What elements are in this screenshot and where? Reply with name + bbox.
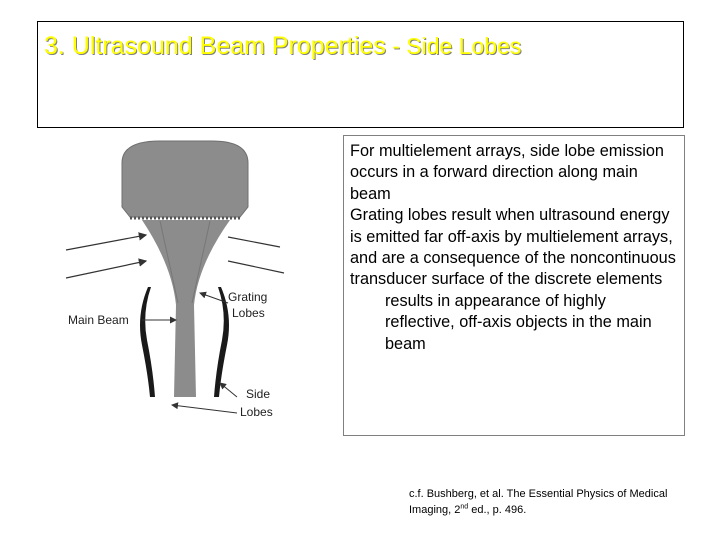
bullet-text-box xyxy=(343,135,685,436)
off-axis-arrow-left-top xyxy=(66,235,146,250)
title-main: 3. Ultrasound Beam Properties xyxy=(44,32,386,60)
bullet-side-lobes: For multielement arrays, side lobe emission occurs in a forward direction along main beam xyxy=(350,142,664,203)
off-axis-arrow-right-bottom xyxy=(228,261,284,273)
main-beam-shape xyxy=(142,220,230,397)
beam-diagram-svg xyxy=(50,135,340,435)
slide-title xyxy=(44,32,521,61)
label-side-line1: Side xyxy=(246,387,271,401)
label-side-line2: Lobes xyxy=(240,405,273,419)
side-lobes-arrow-left xyxy=(172,405,237,413)
off-axis-arrow-right-top xyxy=(228,237,280,247)
citation-text: c.f. Bushberg, et al. The Essential Physics of Medical Imaging, 2 xyxy=(409,488,668,516)
transducer-near-field xyxy=(122,141,248,217)
sub-bullet-artifact: results in appearance of highly reflective, off-axis objects in the main beam xyxy=(385,291,652,353)
label-grating-line2: Lobes xyxy=(232,306,265,320)
title-sub: - Side Lobes xyxy=(385,33,522,59)
title-box xyxy=(37,21,684,128)
grating-lobe-right xyxy=(214,287,229,397)
bullet-grating-lobes: Grating lobes result when ultrasound energy is emitted far off-axis by multielement arrays, and are a consequence of the noncontinuous transducer surface of the discrete elements xyxy=(350,206,676,289)
side-lobes-arrow-right xyxy=(220,383,237,397)
citation xyxy=(409,486,709,518)
grating-lobe-left xyxy=(140,287,155,397)
citation-sup: nd xyxy=(460,503,469,511)
off-axis-arrow-left-bottom xyxy=(66,261,146,278)
label-grating-line1: Grating xyxy=(228,290,268,304)
label-main-beam: Main Beam xyxy=(68,313,129,327)
beam-diagram xyxy=(50,135,340,435)
citation-tail: ed., p. 496. xyxy=(468,504,527,516)
